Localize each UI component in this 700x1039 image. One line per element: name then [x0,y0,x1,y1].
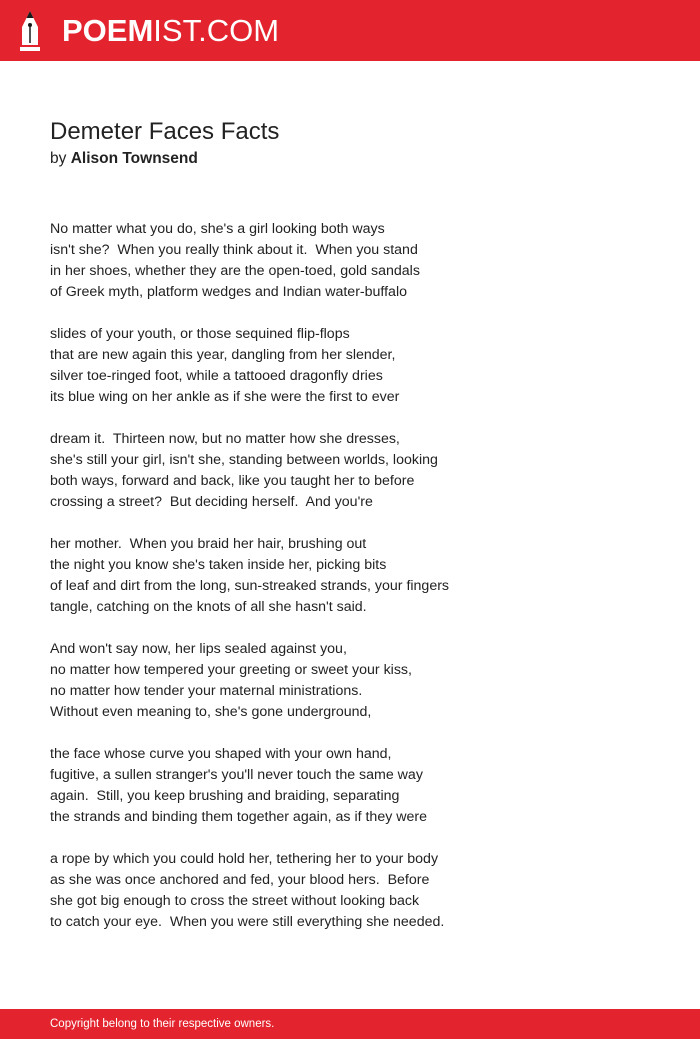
by-label: by [50,150,67,167]
poem-line: isn't she? When you really think about it. When you stand [50,242,418,258]
poem-line: No matter what you do, she's a girl looking both ways [50,221,385,237]
poem-content [50,117,670,954]
poem-line: slides of your youth, or those sequined flip-flops [50,326,350,342]
poem-line: as she was once anchored and fed, your blood hers. Before [50,872,430,888]
poem-body [50,219,670,933]
poem-line: her mother. When you braid her hair, brushing out [50,536,367,552]
poem-line: the night you know she's taken inside her, picking bits [50,557,387,573]
poem-line: again. Still, you keep brushing and braiding, separating [50,788,400,804]
poem-line: silver toe-ringed foot, while a tattooed dragonfly dries [50,368,383,384]
pencil-tip-icon[interactable] [18,11,42,51]
poem-line: both ways, forward and back, like you taught her to before [50,473,415,489]
poem-line: crossing a street? But deciding herself. And you're [50,494,373,510]
poem-line: Without even meaning to, she's gone underground, [50,704,372,720]
site-footer [0,1009,700,1039]
poem-line: And won't say now, her lips sealed against you, [50,641,347,657]
poem-line: the strands and binding them together again, as if they were [50,809,427,825]
poem-line: of leaf and dirt from the long, sun-streaked strands, your fingers [50,578,450,594]
poem-line: in her shoes, whether they are the open-toed, gold sandals [50,263,420,279]
poem-line: no matter how tender your maternal ministrations. [50,683,363,699]
poem-byline [50,147,670,171]
stanza [50,744,670,828]
stanza [50,534,670,618]
stanza [50,324,670,408]
poem-line: no matter how tempered your greeting or sweet your kiss, [50,662,412,678]
poem-line: she's still your girl, isn't she, standing between worlds, looking [50,452,438,468]
poem-line: dream it. Thirteen now, but no matter how she dresses, [50,431,400,447]
copyright-notice: Copyright belong to their respective owners. [50,1018,275,1030]
stanza [50,849,670,933]
stanza [50,639,670,723]
logo-light-text: IST.COM [153,13,280,48]
stanza [50,219,670,303]
stanza [50,429,670,513]
poem-line: that are new again this year, dangling from her slender, [50,347,396,363]
poem-line: fugitive, a sullen stranger's you'll never touch the same way [50,767,423,783]
poem-title: Demeter Faces Facts [50,118,280,145]
poem-author: Alison Townsend [70,150,198,167]
poem-line: she got big enough to cross the street without looking back [50,893,420,909]
poem-line: its blue wing on her ankle as if she were the first to ever [50,389,400,405]
poem-line: the face whose curve you shaped with your own hand, [50,746,392,762]
poem-line: to catch your eye. When you were still everything she needed. [50,914,445,930]
poem-line: tangle, catching on the knots of all she hasn't said. [50,599,367,615]
logo-bold-text: POEM [62,13,154,48]
poem-line: of Greek myth, platform wedges and Indian water-buffalo [50,284,407,300]
poem-line: a rope by which you could hold her, tethering her to your body [50,851,439,867]
site-logo[interactable] [62,11,279,51]
site-header [0,0,700,61]
